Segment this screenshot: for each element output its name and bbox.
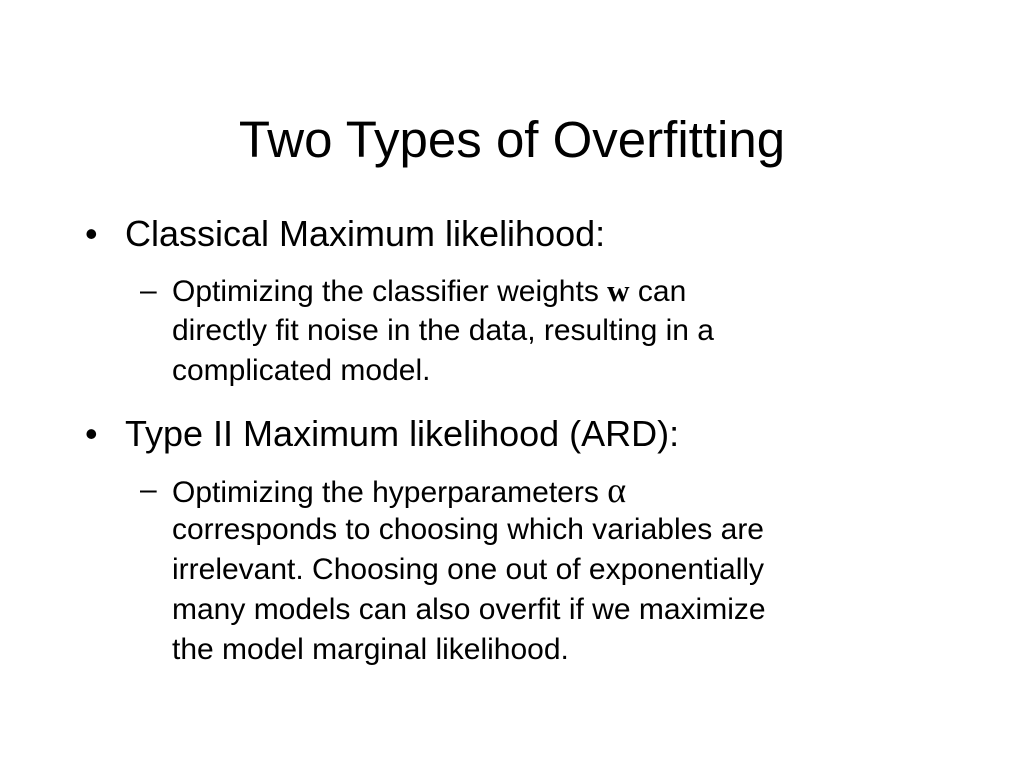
sub-bullet-text <box>172 470 992 670</box>
text-line <box>172 271 992 311</box>
slide-title: Two Types of Overfitting <box>238 111 786 168</box>
sub-bullet-marker: – <box>140 473 157 506</box>
weights-symbol: w <box>607 273 630 308</box>
bullet-text: Classical Maximum likelihood: <box>125 213 606 254</box>
text-line: corresponds to choosing which variables are <box>172 513 764 546</box>
text-line: the model marginal likelihood. <box>172 633 569 666</box>
text-segment: Optimizing the hyperparameters <box>172 476 608 509</box>
text-line: directly fit noise in the data, resulting in a <box>172 314 714 347</box>
text-segment: Optimizing the classifier weights <box>172 275 608 308</box>
text-line: irrelevant. Choosing one out of exponentially <box>172 553 765 586</box>
text-line <box>172 470 992 510</box>
alpha-symbol: α <box>607 470 627 510</box>
bullet-marker: • <box>85 213 98 254</box>
text-segment: can <box>629 275 687 308</box>
bullet-marker: • <box>85 413 98 454</box>
bullet-text: Type II Maximum likelihood (ARD): <box>125 413 680 454</box>
sub-bullet-marker: – <box>140 274 157 307</box>
text-line: many models can also overfit if we maximize <box>172 593 766 626</box>
text-line: complicated model. <box>172 354 431 387</box>
sub-bullet-text <box>172 271 992 391</box>
